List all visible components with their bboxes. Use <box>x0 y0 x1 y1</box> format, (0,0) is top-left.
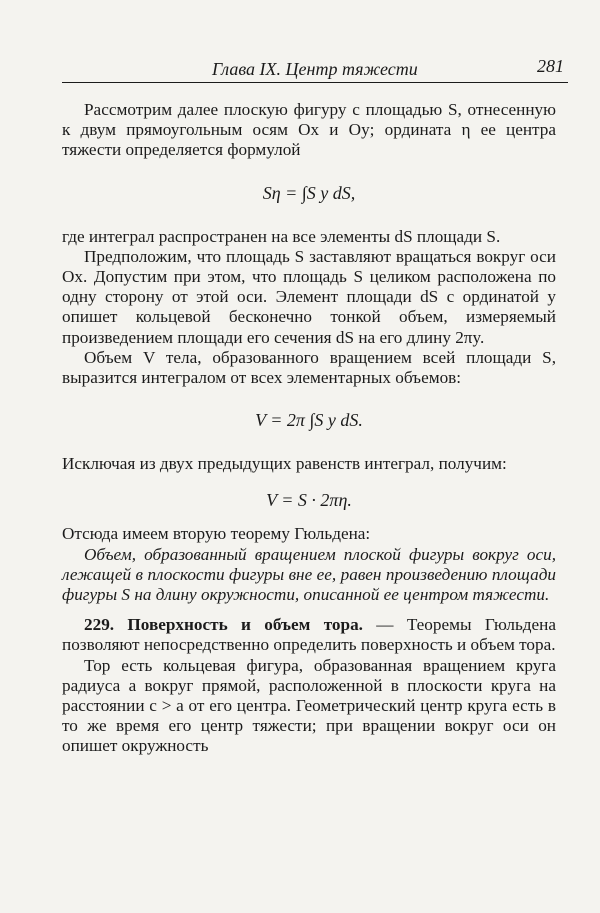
section-title: 229. Поверхность и объем тора. <box>84 615 363 635</box>
theorem-statement: Объем, образованный вращением плоской фигуры вокруг оси, лежащей в плоскости фигуры вне ее, равен произведению площади фигуры S на длину окружности, описанной ее центром тяжести. <box>62 544 556 605</box>
formula-volume-result: V = S · 2πη. <box>266 490 352 511</box>
formula-volume-integral: V = 2π ∫S y dS. <box>255 410 363 431</box>
page-header <box>62 56 568 84</box>
paragraph-volume: Объем V тела, образованного вращением всей площади S, выразится интегралом от всех элементарных объемов: <box>62 347 556 388</box>
header-rule <box>62 82 568 83</box>
paragraph-eliminate: Исключая из двух предыдущих равенств интеграл, получим: <box>62 454 507 474</box>
section-intro-text: — Теоремы Гюльдена позволяют непосредственно определить поверхность и объем тора. <box>62 615 556 655</box>
page-body <box>62 100 556 757</box>
paragraph-torus: Тор есть кольцевая фигура, образованная вращением круга радиуса a вокруг прямой, расположенной в плоскости круга на расстоянии c > a от его центра. Геометрический центр круга есть в то же время его центр тяжести; при вращении вокруг оси он опишет окружность <box>62 655 556 756</box>
paragraph-rotation: Предположим, что площадь S заставляют вращаться вокруг оси Ox. Допустим при этом, что площадь S целиком расположена по одну сторону от этой оси. Элемент площади dS с ординатой y опишет кольцевой бесконечно тонкой объем, измеряемый произведением площади его сечения dS на его длину 2πy. <box>62 246 556 347</box>
page-number: 281 <box>537 56 564 76</box>
formula-area-moment: Sη = ∫S y dS, <box>262 182 356 203</box>
paragraph-second-theorem: Отсюда имеем вторую теорему Гюльдена: <box>62 524 371 544</box>
section-gap <box>62 605 556 615</box>
paragraph-centroid-ordinate: Рассмотрим далее плоскую фигуру с площадью S, отнесенную к двум прямоугольным осям Ox и Oy; ордината η ее центра тяжести определяется формулой <box>62 100 556 160</box>
paragraph-integral-note: где интеграл распространен на все элементы dS площади S. <box>62 226 501 246</box>
running-title: Глава IX. Центр тяжести <box>212 59 418 79</box>
section-229-intro <box>62 615 556 655</box>
